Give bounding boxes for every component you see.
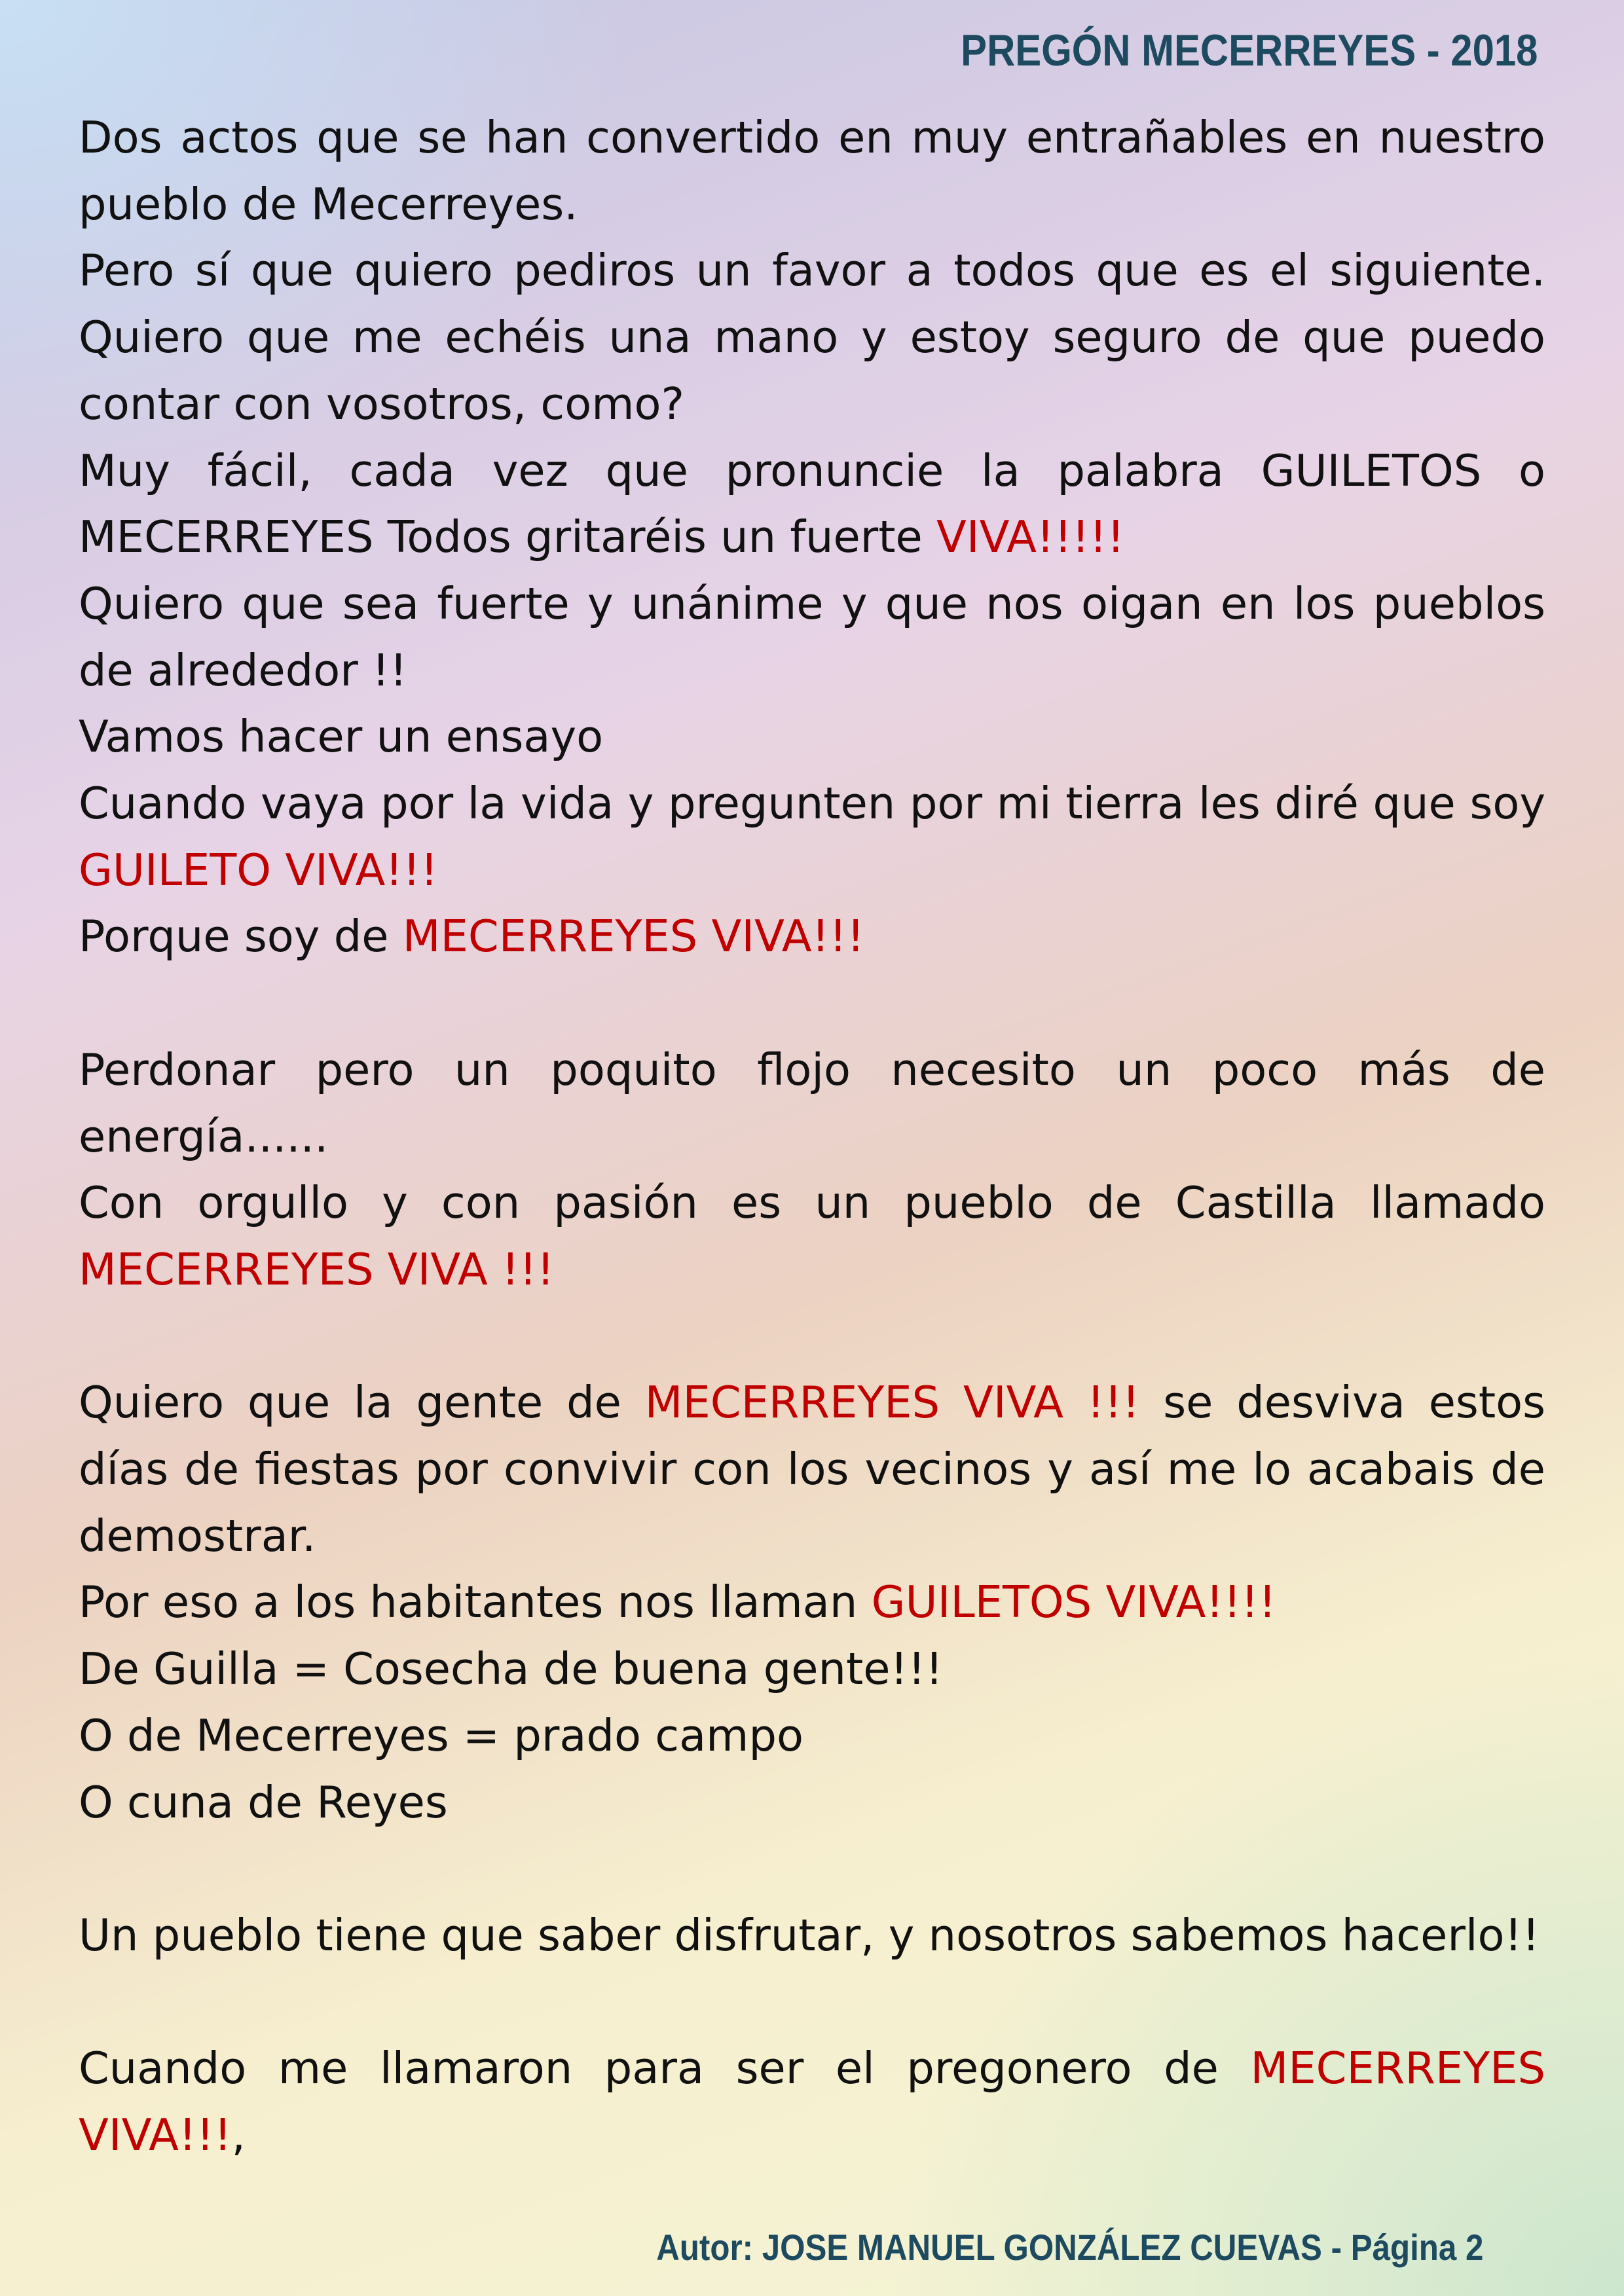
page-header-title: PREGÓN MECERREYES - 2018 [960,26,1538,75]
paragraph-5 [79,704,1545,771]
blank-line [79,1303,1545,1370]
paragraph-8 [79,1037,1545,1170]
paragraph-2 [79,238,1545,437]
paragraph-1-text: Dos actos que se han convertido en muy entrañables en nuestro pueblo de Mecerreyes. [79,112,1545,230]
paragraph-12-text: De Guilla = Cosecha de buena gente!!! [79,1643,944,1695]
paragraph-11-highlight: GUILETOS VIVA!!!! [871,1576,1276,1628]
paragraph-14-text: O cuna de Reyes [79,1776,448,1828]
paragraph-3-highlight: VIVA!!!!! [936,511,1125,563]
paragraph-4-text: Quiero que sea fuerte y unánime y que nos oigan en los pueblos de alrededor !! [79,577,1545,696]
paragraph-10-highlight: MECERREYES VIVA !!! [644,1377,1140,1429]
paragraph-9-text: Con orgullo y con pasión es un pueblo de Castilla llamado [79,1177,1545,1229]
paragraph-10-text-end: se desviva estos días de fiestas por convivir con los vecinos y así me lo acabais de demostrar. [79,1377,1545,1561]
paragraph-12 [79,1636,1545,1703]
paragraph-6 [79,771,1545,903]
paragraph-16 [79,2035,1545,2168]
paragraph-16-text: Cuando me llamaron para ser el pregonero de [79,2043,1251,2094]
paragraph-7-highlight: MECERREYES VIVA!!! [402,911,865,962]
paragraph-15 [79,1903,1545,1969]
paragraph-9-highlight: MECERREYES VIVA !!! [79,1243,555,1295]
paragraph-9 [79,1170,1545,1303]
paragraph-11 [79,1569,1545,1636]
paragraph-16-highlight: MECERREYES VIVA!!! [79,2043,1545,2161]
paragraph-3 [79,438,1545,571]
paragraph-2-text: Pero sí que quiero pediros un favor a todos que es el siguiente. Quiero que me echéis una mano y estoy seguro de que puedo contar con vosotros, como? [79,245,1545,429]
paragraph-7-text: Porque soy de [79,911,403,962]
document-body [79,105,1545,2169]
paragraph-4 [79,571,1545,704]
paragraph-5-text: Vamos hacer un ensayo [79,711,604,763]
paragraph-16-tail: , [231,2109,246,2161]
page-footer-author: Autor: JOSE MANUEL GONZÁLEZ CUEVAS - Página 2 [655,2227,1483,2268]
paragraph-13-text: O de Mecerreyes = prado campo [79,1709,803,1761]
blank-line [79,1836,1545,1903]
paragraph-10 [79,1370,1545,1569]
paragraph-8-text: Perdonar pero un poquito flojo necesito un poco más de energía...... [79,1044,1545,1162]
paragraph-15-text: Un pueblo tiene que saber disfrutar, y nosotros sabemos hacerlo!! [79,1909,1540,1961]
paragraph-3-text: Muy fácil, cada vez que pronuncie la palabra GUILETOS o MECERREYES Todos gritaréis un fuerte [79,445,1545,563]
blank-line [79,970,1545,1037]
paragraph-1 [79,105,1545,238]
paragraph-14 [79,1770,1545,1836]
paragraph-11-text: Por eso a los habitantes nos llaman [79,1576,872,1628]
paragraph-10-text-start: Quiero que la gente de [79,1377,645,1429]
paragraph-6-highlight: GUILETO VIVA!!! [79,844,438,896]
paragraph-6-text: Cuando vaya por la vida y pregunten por mi tierra les diré que soy [79,778,1545,829]
paragraph-13 [79,1703,1545,1770]
paragraph-7 [79,903,1545,970]
blank-line [79,1969,1545,2036]
